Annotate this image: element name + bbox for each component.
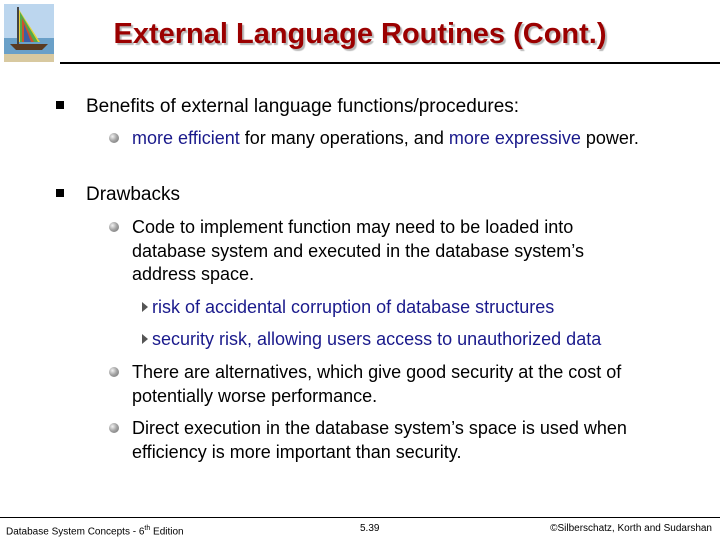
benefit-point	[109, 127, 669, 151]
title-divider	[60, 62, 720, 64]
footer-book-text: Database System Concepts - 6	[6, 526, 145, 538]
footer-edition-text: Edition	[150, 526, 184, 538]
round-bullet-icon	[109, 222, 119, 232]
drawback-point-code	[109, 216, 649, 287]
more-efficient-text: more efficient	[132, 128, 240, 148]
direct-execution-text: Direct execution in the database system’s space is used when efficiency is more important than security.	[132, 418, 627, 462]
drawbacks-text: Drawbacks	[86, 184, 180, 205]
risk-item-security	[142, 328, 601, 351]
slide-title: External Language Routines (Cont.)	[113, 18, 607, 50]
drawback-code-text: Code to implement function may need to be loaded into database system and executed in the database system’s address space.	[132, 217, 584, 284]
direct-execution-point	[109, 417, 689, 464]
footer-edition-sup: th	[144, 525, 151, 532]
footer-copyright: ©Silberschatz, Korth and Sudarshan	[550, 523, 712, 534]
round-bullet-icon	[109, 133, 119, 143]
risk-security-text: security risk, allowing users access to unauthorized data	[152, 329, 602, 349]
square-bullet-icon	[56, 101, 64, 109]
benefit-mid-text: for many operations, and	[239, 128, 449, 148]
alternatives-text: There are alternatives, which give good security at the cost of potentially worse performance.	[132, 362, 622, 406]
square-bullet-icon	[56, 189, 64, 197]
footer-page-number: 5.39	[360, 523, 380, 534]
risk-corruption-text: risk of accidental corruption of database structures	[152, 297, 555, 317]
triangle-bullet-icon	[142, 334, 148, 344]
drawbacks-bullet	[56, 183, 180, 206]
triangle-bullet-icon	[142, 302, 148, 312]
more-expressive-text: more expressive	[448, 128, 581, 148]
footer-divider	[0, 517, 720, 518]
footer-book-title	[6, 523, 184, 538]
benefits-bullet	[56, 95, 519, 118]
round-bullet-icon	[109, 367, 119, 377]
benefit-point-text	[132, 127, 639, 151]
risk-item-corruption	[142, 296, 554, 319]
round-bullet-icon	[109, 423, 119, 433]
benefit-end-text: power.	[580, 128, 639, 148]
benefits-text: Benefits of external language functions/procedures:	[86, 96, 520, 117]
alternatives-point	[109, 361, 689, 408]
